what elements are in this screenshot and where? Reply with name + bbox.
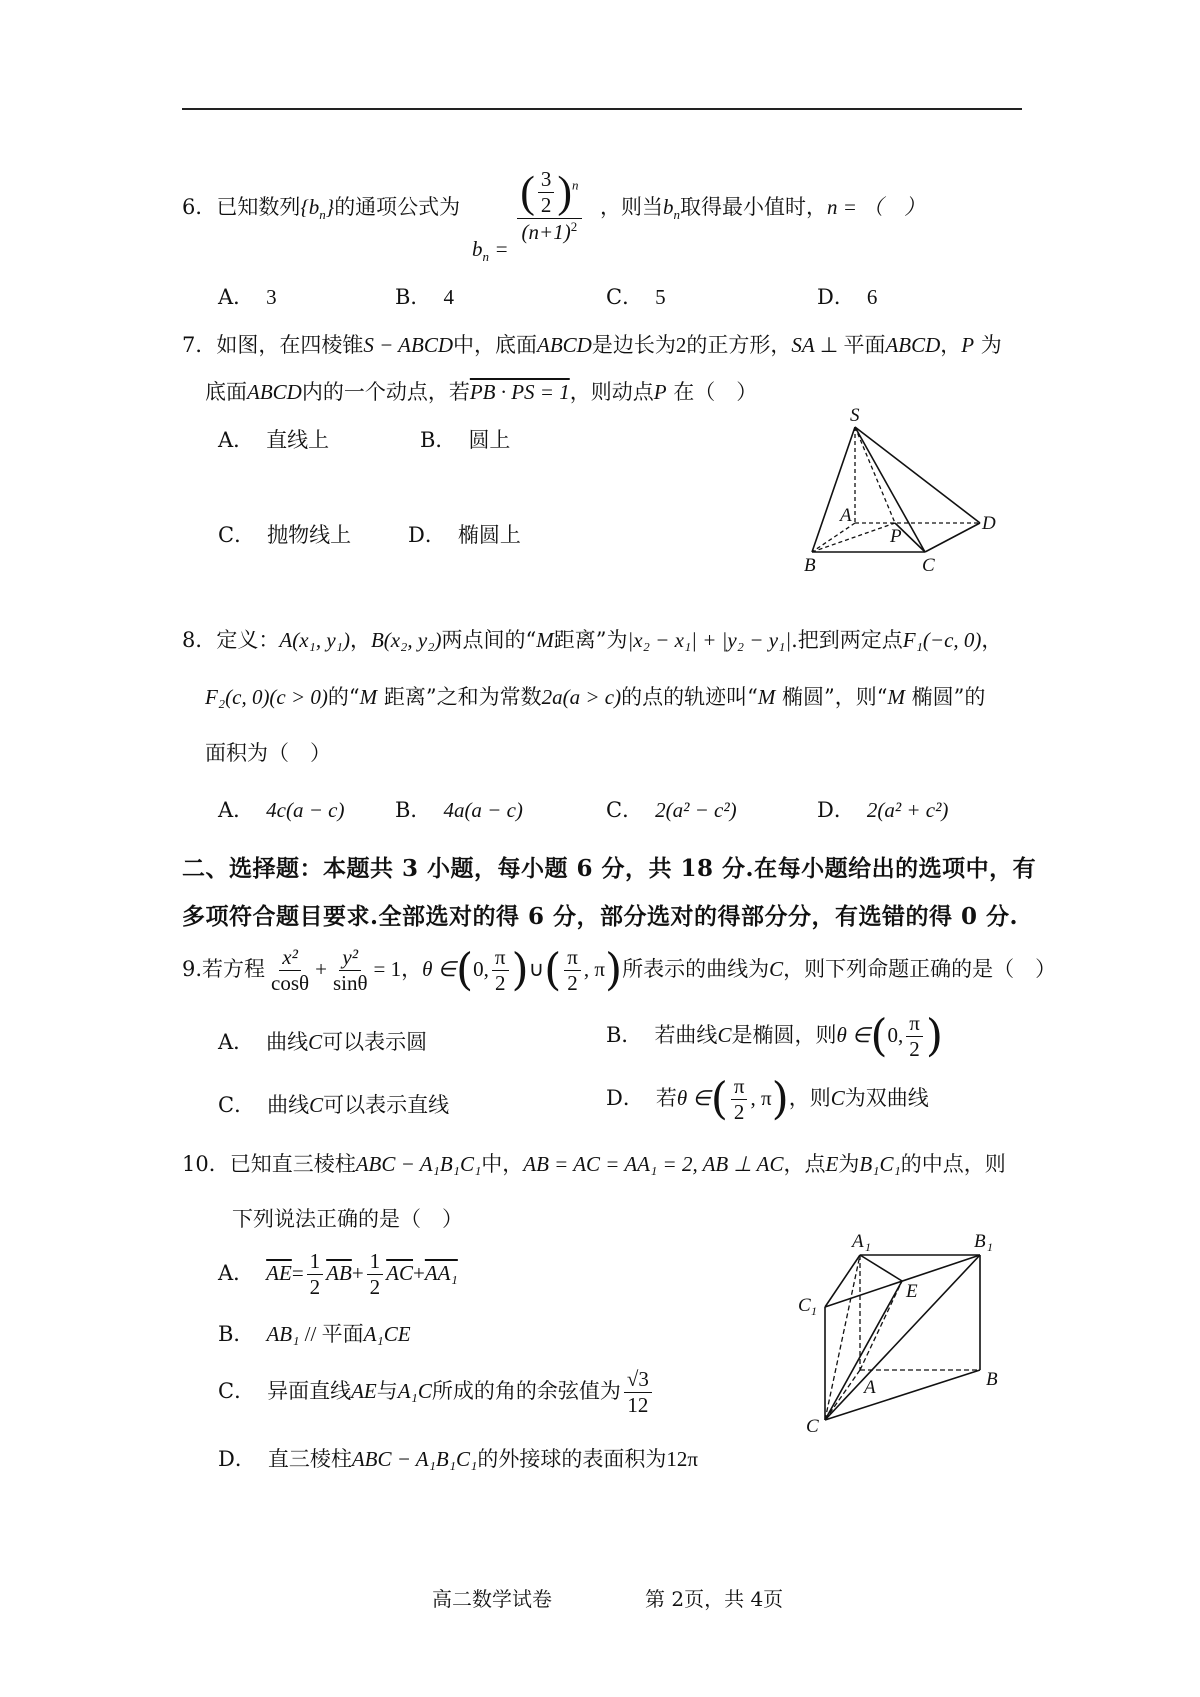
q9-opt-b-zero: 0, xyxy=(887,1023,904,1048)
q8-option-d[interactable] xyxy=(817,798,948,823)
q10-opt-d-prism: ABC − A₁B₁C₁ xyxy=(351,1447,478,1471)
q10-e: E xyxy=(825,1152,839,1176)
q9-opt-b-close: ) xyxy=(925,1010,944,1062)
q6-option-a[interactable] xyxy=(218,285,277,310)
q10-opt-b-plane: A₁CE xyxy=(363,1322,411,1346)
q7-t6: ， xyxy=(940,333,962,357)
q9-plus: + xyxy=(315,957,327,982)
q6-den-exp: 2 xyxy=(570,219,578,235)
q10-opt-a-plus2: + xyxy=(413,1261,425,1286)
q7-base: ABCD xyxy=(537,333,592,357)
q9-opt-a-t1: 曲线 xyxy=(266,1030,309,1054)
q6-stem-text: 6．已知数列 xyxy=(182,195,301,219)
q9-opt-b-t2: 是椭圆，则 xyxy=(731,1023,837,1048)
q6-seq-close: } xyxy=(325,195,335,219)
q10-opt-a-h3: 1 xyxy=(367,1250,384,1275)
q9-suffix-a: 所表示的曲线为 xyxy=(622,957,770,982)
q10-prism-figure xyxy=(790,1225,1010,1435)
q9-int2-pi-den: 2 xyxy=(567,971,578,996)
q9-opt-d-open: ( xyxy=(710,1073,728,1125)
q9-int2-open: ( xyxy=(544,944,562,996)
q10-opt-b-label: B． xyxy=(218,1322,255,1346)
q6-opt-d-label: D． xyxy=(817,285,855,309)
q10-opt-b-par: // xyxy=(299,1322,322,1346)
q10-line1 xyxy=(182,1152,1006,1177)
q10-cond: AB = AC = AA₁ = 2, AB ⊥ AC xyxy=(523,1152,784,1176)
q8-t1: 8．定义： xyxy=(182,628,280,652)
fig10-label-b1-sub: 1 xyxy=(987,1240,993,1254)
q10-opt-c-a1c: A₁C xyxy=(397,1379,432,1404)
q7-opt-c-label: C． xyxy=(218,523,256,547)
q8-t2: 两点间的“ xyxy=(441,628,537,652)
q10-opt-c-den: 12 xyxy=(627,1393,649,1418)
q10-opt-d-val: 12π xyxy=(666,1447,698,1471)
q9-opt-c-label: C． xyxy=(218,1093,256,1117)
q6-frac-den xyxy=(519,219,581,244)
q6-b: b xyxy=(663,195,674,219)
q9-opt-b-pi-num: π xyxy=(906,1012,923,1037)
q10-t2: 中， xyxy=(481,1152,524,1176)
q6-bn-sub: n xyxy=(482,248,489,264)
q9-eq1: = 1 xyxy=(373,957,402,982)
fig7-label-b: B xyxy=(804,555,816,575)
q7-pyramid-figure xyxy=(800,405,1000,575)
q10-option-a[interactable] xyxy=(218,1250,458,1299)
fig10-label-c: C xyxy=(806,1416,819,1435)
q9-opt-d-pi-den: 2 xyxy=(733,1100,745,1125)
q8-opt-b-text: 4a(a − c) xyxy=(443,798,523,822)
q6-stem xyxy=(182,195,460,223)
q9-opt-d-pi-num: π xyxy=(731,1075,748,1100)
q7-opt-d-label: D． xyxy=(408,523,446,547)
q9-opt-c-t2: 可以表示直线 xyxy=(323,1093,450,1117)
q7-option-a[interactable] xyxy=(218,428,329,453)
fig7-label-s: S xyxy=(850,405,860,426)
q9-int1-open: ( xyxy=(455,944,474,996)
q8-t5: ， xyxy=(981,628,1003,652)
q10-opt-a-h2: 2 xyxy=(309,1275,321,1300)
q10-opt-a-half1 xyxy=(307,1250,324,1299)
q7-pyramid: S − ABCD xyxy=(363,333,453,357)
q9-opt-a-t2: 可以表示圆 xyxy=(322,1030,428,1054)
q10-opt-a-ac: $\overline{AC}$ xyxy=(386,1261,414,1286)
fig7-label-c: C xyxy=(922,555,935,575)
q9-opt-c-c: C xyxy=(309,1093,324,1117)
q7-t1: 7．如图，在四棱锥 xyxy=(182,333,364,357)
q6-stem-text-b: 的通项公式为 xyxy=(334,195,461,219)
q9-comma: ， xyxy=(401,957,423,982)
q9-opt-b-pi-den: 2 xyxy=(909,1037,920,1062)
q7-option-d[interactable] xyxy=(408,523,521,548)
q8-const: 2a(a > c) xyxy=(541,685,622,709)
q7-opt-b-label: B． xyxy=(420,428,457,452)
q9-int2-pi-num: π xyxy=(564,946,581,971)
q7-p: P xyxy=(961,333,975,357)
q10-opt-b-t1: 平面 xyxy=(321,1322,364,1346)
q6-option-d[interactable] xyxy=(817,285,877,310)
q7-line2 xyxy=(205,380,757,405)
q7-opt-c-text: 抛物线上 xyxy=(267,523,352,547)
q6-seq-sub: n xyxy=(319,207,326,223)
q10-t5: 的中点，则 xyxy=(900,1152,1006,1176)
q8-l2-t5: 椭圆”的 xyxy=(904,685,986,709)
q8-l2-t2: 距离”之和为常数 xyxy=(377,685,542,709)
fig10-label-c1-sub: 1 xyxy=(811,1304,817,1318)
q8-l2-m3: M xyxy=(887,685,905,709)
q8-l2-t3: 的点的轨迹叫“ xyxy=(621,685,758,709)
q6-b-sub: n xyxy=(673,207,680,223)
fig7-label-a: A xyxy=(840,505,852,526)
q6-stem-c: ，则当 xyxy=(600,195,663,219)
q9-opt-d-pi xyxy=(731,1075,748,1124)
q8-opt-c-label: C． xyxy=(606,798,644,822)
q10-opt-c-ae: AE xyxy=(351,1379,377,1404)
q7-side: 2 xyxy=(675,333,687,357)
q10-opt-c-t1: 异面直线 xyxy=(267,1379,352,1404)
q10-opt-d-t2: 的外接球的表面积为 xyxy=(477,1447,667,1471)
q9-f1-den: cosθ xyxy=(271,971,310,996)
q10-opt-a-h1: 1 xyxy=(307,1250,324,1275)
q8-line3: 面积为（ ） xyxy=(205,741,331,765)
q9-opt-d-label: D． xyxy=(606,1086,644,1111)
q6-inner-num: 3 xyxy=(538,168,555,193)
q9-opt-d-t2: ，则 xyxy=(788,1086,831,1111)
q9-frac2 xyxy=(330,946,371,995)
q6-stem-d: 取得最小值时， xyxy=(680,195,827,219)
q7-t7: 为 xyxy=(974,333,1002,357)
fig10-label-a1-sub: 1 xyxy=(865,1240,871,1254)
q7-l2-dot: PB · PS = 1 xyxy=(469,380,570,404)
q9-opt-b-theta: θ ∈ xyxy=(836,1023,871,1048)
q9-suffix-c: C xyxy=(769,957,784,982)
q10-option-b[interactable] xyxy=(218,1322,411,1347)
q6-option-c[interactable] xyxy=(606,285,666,310)
q9-int1-pi-den: 2 xyxy=(494,971,506,996)
q8-expr: |x₂ − x₁| + |y₂ − y₁| xyxy=(627,628,792,652)
q6-exp: n xyxy=(572,177,579,193)
q8-option-a[interactable] xyxy=(218,798,344,823)
q9-suffix-b: ，则下列命题正确的是（ ） xyxy=(783,957,1057,982)
q8-m: M xyxy=(536,628,554,652)
fig7-label-d: D xyxy=(982,513,996,534)
q10-opt-c-num: √3 xyxy=(624,1368,652,1393)
q9-option-d[interactable] xyxy=(606,1075,929,1124)
q7-line1 xyxy=(182,333,1002,358)
q10-opt-d-label: D． xyxy=(218,1447,256,1471)
q10-opt-c-t3: 所成的角的余弦值为 xyxy=(431,1379,621,1404)
q6-stem-tail xyxy=(600,195,925,223)
q9-opt-d-t1: 若 xyxy=(655,1086,677,1111)
q9-opt-d-close: ) xyxy=(771,1073,789,1125)
q7-t2: 中，底面 xyxy=(453,333,537,357)
q9-int1-zero: 0, xyxy=(473,957,489,982)
q7-opt-a-text: 直线上 xyxy=(266,428,330,452)
q6-den-text: (n+1) xyxy=(521,220,571,245)
q7-t3: 是边长为 xyxy=(591,333,676,357)
q9-frac1 xyxy=(268,946,312,995)
q10-option-d[interactable] xyxy=(218,1447,698,1472)
q6-seq: {b xyxy=(300,195,320,219)
q9-int1-close: ) xyxy=(511,944,529,996)
q9-opt-d-pi-end: , π xyxy=(750,1086,772,1111)
q10-opt-a-aa1: AA₁ xyxy=(424,1261,458,1286)
q6-frac-num: ( $\frac{3}{2}$ )$^n$ xyxy=(517,168,581,219)
q6-opt-a-text: 3 xyxy=(266,285,277,309)
q10-opt-a-label: A． xyxy=(218,1261,255,1286)
q10-prism: ABC − A₁B₁C₁ xyxy=(355,1152,482,1176)
q7-option-b[interactable] xyxy=(420,428,510,453)
q10-opt-b-ab1: AB₁ xyxy=(266,1322,300,1346)
fig10-label-a: A xyxy=(864,1377,876,1398)
q8-opt-b-label: B． xyxy=(395,798,432,822)
q10-opt-c-frac xyxy=(624,1368,652,1417)
q10-option-c[interactable] xyxy=(218,1368,655,1417)
q9-opt-c-t1: 曲线 xyxy=(267,1093,310,1117)
q8-opt-d-text: 2(a² + c²) xyxy=(866,798,949,822)
q10-opt-a-eq: = xyxy=(291,1261,304,1286)
q9-int2-pi xyxy=(564,946,581,995)
q10-opt-c-t2: 与 xyxy=(376,1379,398,1404)
q9-opt-b-pi xyxy=(906,1012,923,1061)
q10-opt-a-h4: 2 xyxy=(369,1275,381,1300)
q9-option-b[interactable] xyxy=(606,1012,943,1061)
q8-line1 xyxy=(182,628,1002,653)
q9-f2-den: sinθ xyxy=(332,971,368,996)
q9-stem xyxy=(182,946,1056,995)
q8-t3: 距离”为 xyxy=(553,628,628,652)
q6-formula xyxy=(472,160,585,264)
q9-option-a[interactable] xyxy=(218,1030,427,1055)
q6-n-eq: n = （ ） xyxy=(827,195,926,219)
q9-int1-pi xyxy=(492,946,509,995)
q6-opt-d-text: 6 xyxy=(866,285,878,309)
q8-sep: ， xyxy=(349,628,371,652)
q9-int2-pi-end: , π xyxy=(583,957,605,982)
q9-int2-close: ) xyxy=(604,944,623,996)
fig10-label-a1: A xyxy=(852,1231,864,1252)
q10-t1: 10．已知直三棱柱 xyxy=(182,1152,356,1176)
q7-perp: ⊥ xyxy=(814,333,844,357)
q9-prefix: 9.若方程 xyxy=(182,957,266,982)
q7-l2-t1: 底面 xyxy=(205,380,247,404)
q6-eq: = xyxy=(495,236,508,261)
footer-page-number: 第 2页，共 4页 xyxy=(645,1587,784,1611)
q9-f2-num: y² xyxy=(342,945,359,969)
q8-opt-d-label: D． xyxy=(817,798,855,822)
q6-opt-a-label: A． xyxy=(218,285,255,309)
q8-opt-c-text: 2(a² − c²) xyxy=(655,798,737,822)
q6-inner-den: 2 xyxy=(540,193,552,218)
q7-t5: 平面 xyxy=(843,333,886,357)
q8-point-a: A(x₁, y₁) xyxy=(279,628,350,652)
q9-opt-b-label: B． xyxy=(606,1023,643,1048)
fig10-label-b1: B xyxy=(974,1231,986,1252)
q7-option-c[interactable] xyxy=(218,523,351,548)
q8-point-b: B(x₂, y₂) xyxy=(370,628,442,652)
fig10-label-e: E xyxy=(906,1281,918,1302)
q7-l2-t2: 内的一个动点，若 xyxy=(301,380,470,404)
q6-opt-b-label: B． xyxy=(395,285,432,309)
q9-opt-a-label: A． xyxy=(218,1030,255,1054)
q7-l2-base: ABCD xyxy=(247,380,302,404)
q7-l2-t3: ，则动点 xyxy=(569,380,654,404)
q8-t4: .把到两定点 xyxy=(791,628,903,652)
q7-opt-b-text: 圆上 xyxy=(468,428,511,452)
q6-fraction xyxy=(517,168,581,244)
q9-opt-b-c: C xyxy=(717,1023,732,1048)
q8-l2-t4: 椭圆”，则“ xyxy=(775,685,888,709)
q10-opt-d-t1: 直三棱柱 xyxy=(267,1447,352,1471)
q6-opt-c-label: C． xyxy=(606,285,644,309)
q8-l2-t1: 的“ xyxy=(327,685,360,709)
q8-option-b[interactable] xyxy=(395,798,523,823)
footer-subject: 高二数学试卷 xyxy=(432,1587,552,1611)
q9-option-c[interactable] xyxy=(218,1093,449,1118)
q9-opt-d-t3: 为双曲线 xyxy=(844,1086,929,1111)
q8-l2-m2: M xyxy=(757,685,776,709)
fig7-label-p: P xyxy=(890,526,902,547)
section2-heading-line1: 二、选择题：本题共 3 小题，每小题 6 分，共 18 分.在每小题给出的选项中，有 xyxy=(182,855,1037,882)
q10-b1c1: B₁C₁ xyxy=(859,1152,901,1176)
q8-f2: F₂(c, 0)(c > 0) xyxy=(205,685,328,709)
q10-line2: 下列说法正确的是（ ） xyxy=(232,1207,463,1231)
q8-f1: F₁(−c, 0) xyxy=(902,628,982,652)
q8-option-c[interactable] xyxy=(606,798,737,823)
q8-opt-a-text: 4c(a − c) xyxy=(266,798,345,822)
header-rule xyxy=(182,108,1022,110)
q9-union: ∪ xyxy=(528,957,545,982)
q10-opt-a-plus: + xyxy=(351,1261,364,1286)
q8-l2-m: M xyxy=(359,685,378,709)
q6-option-b[interactable] xyxy=(395,285,454,310)
q7-plane: ABCD xyxy=(885,333,941,357)
q7-l2-t4: 在（ ） xyxy=(666,380,758,404)
fig10-label-c1: C xyxy=(798,1295,811,1316)
q9-f1-num: x² xyxy=(282,945,298,969)
q8-line2 xyxy=(205,685,985,710)
q9-opt-b-open: ( xyxy=(870,1010,888,1062)
q8-opt-a-label: A． xyxy=(218,798,255,822)
q10-t3: ，点 xyxy=(783,1152,826,1176)
section2-heading-line2: 多项符合题目要求.全部选对的得 6 分，部分选对的得部分分，有选错的得 0 分. xyxy=(182,903,1019,930)
fig10-label-b: B xyxy=(986,1369,998,1390)
q10-opt-a-ae: $\overline{AE}$ xyxy=(266,1261,292,1286)
q7-sa: SA xyxy=(791,333,815,357)
q7-opt-d-text: 椭圆上 xyxy=(457,523,521,547)
q9-opt-b-t1: 若曲线 xyxy=(654,1023,718,1048)
q6-opt-c-text: 5 xyxy=(655,285,666,309)
q10-opt-c-label: C． xyxy=(218,1379,256,1404)
q9-opt-a-c: C xyxy=(308,1030,323,1054)
q7-t4: 的正方形， xyxy=(686,333,792,357)
q10-opt-a-ab: $\overline{AB}$ xyxy=(326,1261,352,1286)
q6-bn: b xyxy=(472,236,483,261)
q9-int1-pi-num: π xyxy=(492,946,509,971)
q7-opt-a-label: A． xyxy=(218,428,255,452)
q10-t4: 为 xyxy=(838,1152,860,1176)
q9-opt-d-c: C xyxy=(830,1086,845,1111)
q7-l2-p: P xyxy=(653,380,667,404)
q10-opt-a-half2 xyxy=(367,1250,384,1299)
q9-theta-in: θ ∈ xyxy=(422,957,456,982)
q6-opt-b-text: 4 xyxy=(443,285,454,309)
q9-opt-d-theta: θ ∈ xyxy=(676,1086,711,1111)
